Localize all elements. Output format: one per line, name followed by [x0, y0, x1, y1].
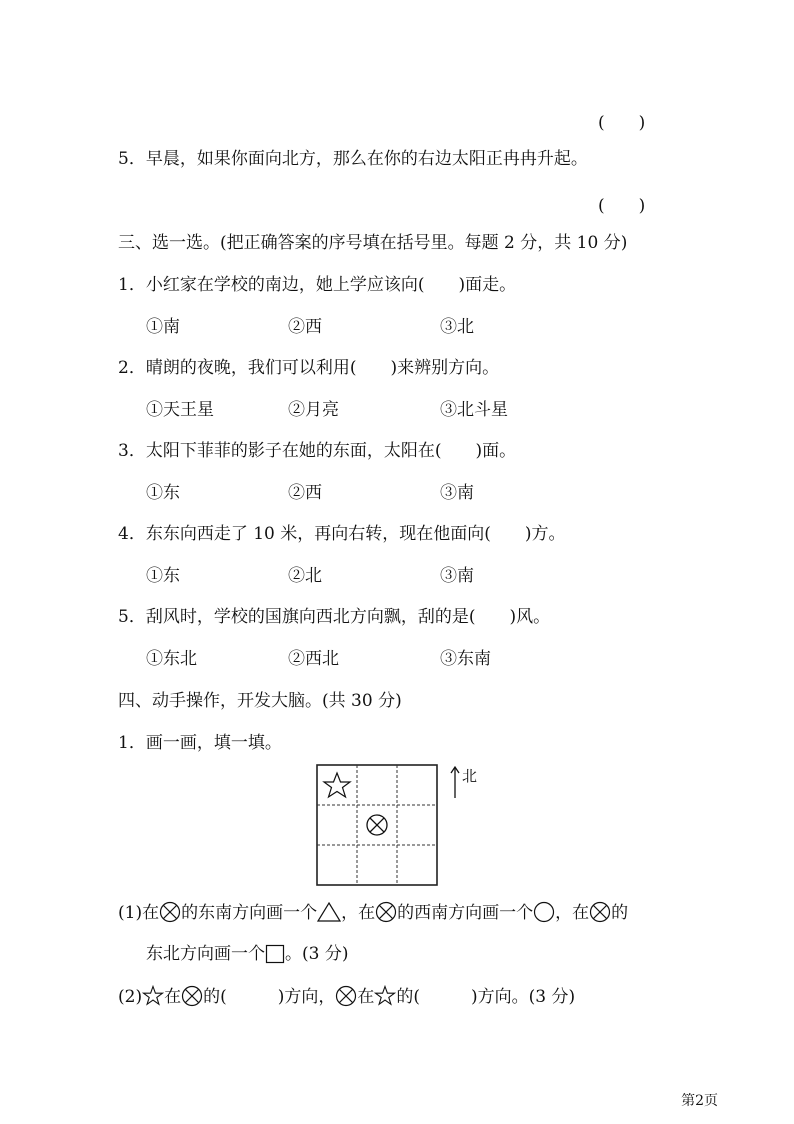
sub1-text2: 的东南方向画一个 — [181, 903, 318, 923]
sub2-text3: 在 — [357, 987, 375, 1007]
star-icon — [324, 773, 350, 797]
direction-grid — [316, 764, 438, 886]
s3-q2-option-2: ②月亮 — [288, 400, 339, 420]
s3-question-1: 1．小红家在学校的南边，她上学应该向( )面走。 — [118, 275, 517, 295]
sub-question-2 — [118, 985, 575, 1008]
s3-question-5: 5．刮风时，学校的国旗向西北方向飘，刮的是( )风。 — [118, 607, 551, 627]
circle-icon — [533, 901, 555, 923]
s3-q1-option-3: ③北 — [440, 317, 474, 337]
circled-x-icon — [375, 901, 397, 923]
sub1-text6: 的 — [611, 903, 629, 923]
sub1-text4: 的西南方向画一个 — [397, 903, 534, 923]
sub1-text5: ，在 — [555, 903, 590, 923]
s3-q5-option-3: ③东南 — [440, 649, 491, 669]
section3-heading: 三、选一选。(把正确答案的序号填在括号里。每题 2 分，共 10 分) — [118, 233, 628, 253]
sub2-text4: 的( )方向。(3 分) — [396, 987, 576, 1007]
s3-q5-option-1: ①东北 — [146, 649, 197, 669]
section4-heading: 四、动手操作，开发大脑。(共 30 分) — [118, 691, 402, 711]
judge-question-5: 5．早晨，如果你面向北方，那么在你的右边太阳正冉冉升起。 — [118, 149, 588, 169]
circled-x-icon — [181, 985, 203, 1007]
s3-q3-option-3: ③南 — [440, 483, 474, 503]
sub2-num: (2) — [118, 987, 143, 1007]
s3-q2-option-1: ①天王星 — [146, 400, 214, 420]
s3-q2-option-3: ③北斗星 — [440, 400, 508, 420]
page-number: 第2页 — [681, 1093, 718, 1109]
grid-drawing — [316, 764, 438, 886]
circled-x-icon — [367, 815, 387, 835]
s3-q3-option-1: ①东 — [146, 483, 180, 503]
circled-x-icon — [335, 985, 357, 1007]
sub1-num: (1) — [118, 903, 143, 923]
s3-q3-option-2: ②西 — [288, 483, 322, 503]
answer-paren-q5: ( ) — [598, 196, 646, 216]
triangle-icon — [317, 901, 341, 923]
circled-x-icon — [159, 901, 181, 923]
s3-q4-option-2: ②北 — [288, 566, 322, 586]
sub1-text3: ，在 — [341, 903, 376, 923]
s3-question-4: 4．东东向西走了 10 米，再向右转，现在他面向( )方。 — [118, 524, 566, 544]
north-label: 北 — [462, 767, 478, 785]
s4-question-1: 1．画一画，填一填。 — [118, 733, 282, 753]
sub2-text2: 的( )方向， — [203, 987, 336, 1007]
s3-question-2: 2．晴朗的夜晚，我们可以利用( )来辨别方向。 — [118, 358, 500, 378]
s3-question-3: 3．太阳下菲菲的影子在她的东面，太阳在( )面。 — [118, 441, 517, 461]
sub-question-1-line1 — [118, 901, 628, 924]
s3-q1-option-1: ①南 — [146, 317, 180, 337]
sub-question-1-line2 — [146, 943, 348, 965]
north-indicator — [448, 764, 488, 802]
answer-paren-prev: ( ) — [598, 113, 646, 133]
sub1-text1: 在 — [142, 903, 160, 923]
s3-q4-option-1: ①东 — [146, 566, 180, 586]
square-icon — [265, 944, 285, 964]
circled-x-icon — [589, 901, 611, 923]
s3-q1-option-2: ②西 — [288, 317, 322, 337]
s3-q4-option-3: ③南 — [440, 566, 474, 586]
north-arrow-icon — [448, 764, 462, 800]
sub1-line2b: 。(3 分) — [285, 944, 349, 964]
sub1-line2a: 东北方向画一个 — [146, 944, 265, 964]
s3-q5-option-2: ②西北 — [288, 649, 339, 669]
star-icon — [142, 985, 164, 1007]
star-icon — [374, 985, 396, 1007]
sub2-text1: 在 — [164, 987, 182, 1007]
